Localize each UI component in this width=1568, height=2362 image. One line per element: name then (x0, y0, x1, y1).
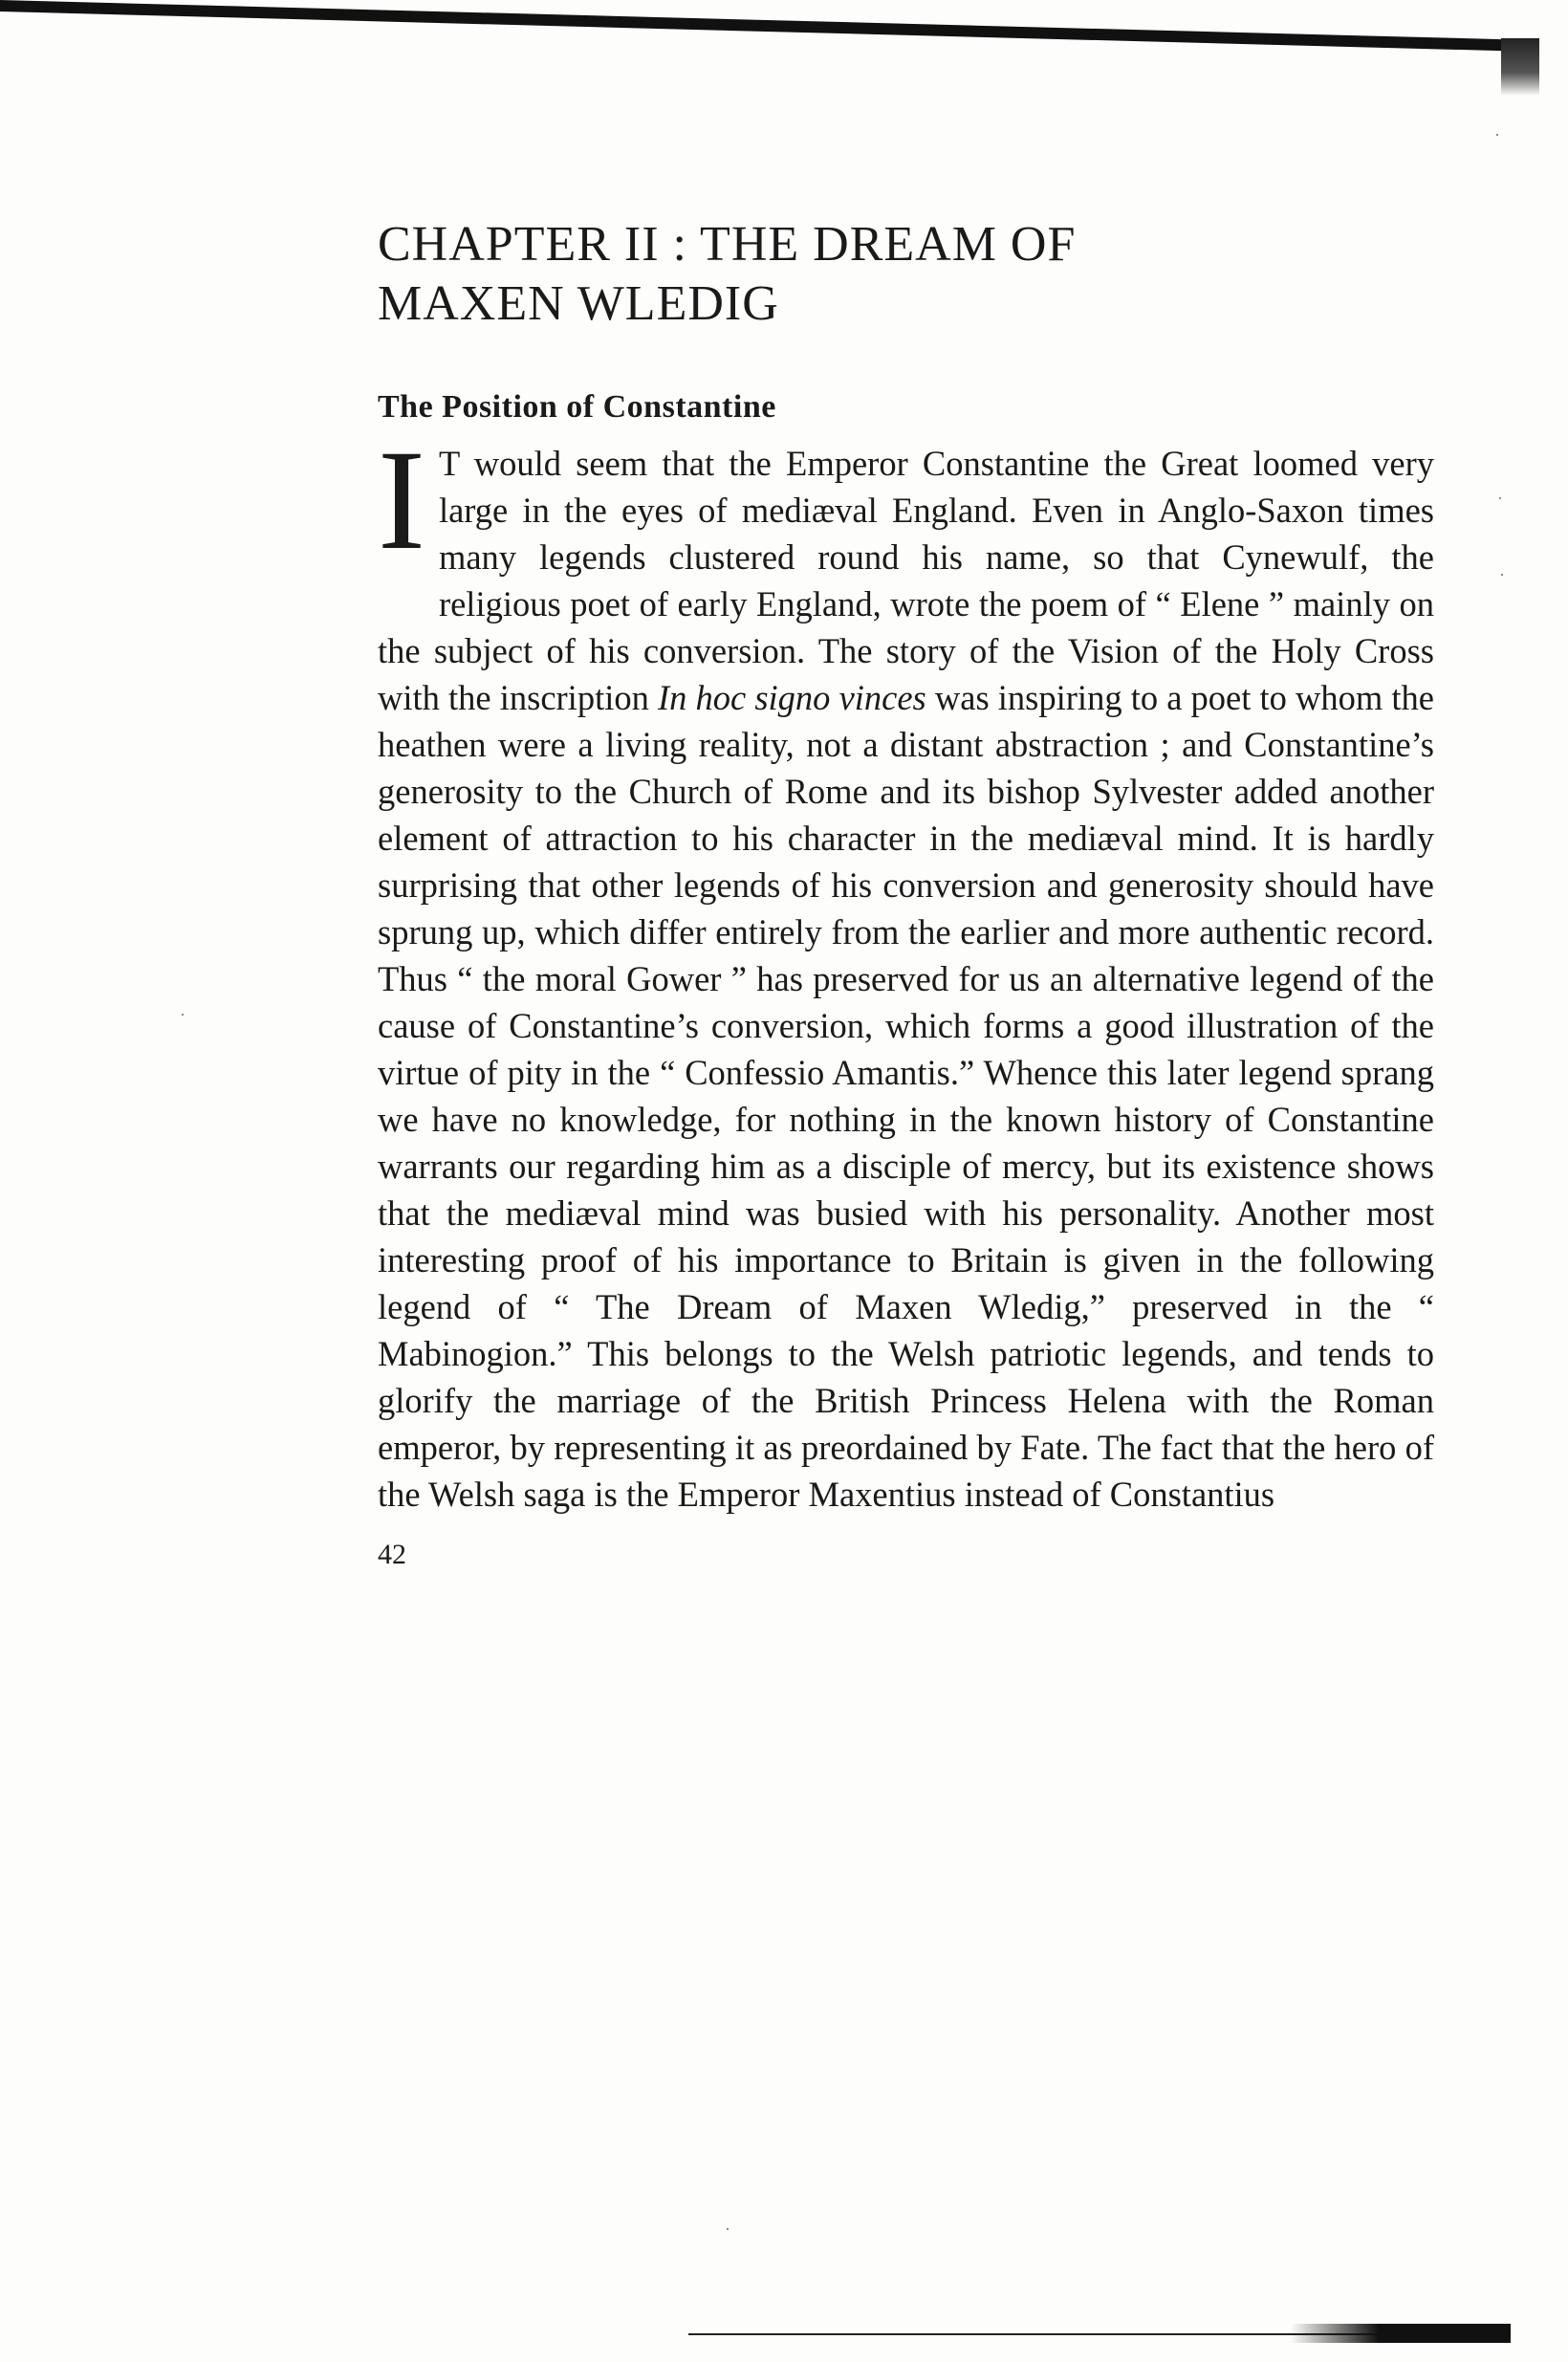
section-heading: The Position of Constantine (378, 389, 776, 425)
body-text-opening: T would seem that the Emperor Constantine the Great loomed very large in the eyes of mediæval England. Even in Anglo-Saxon times many legends clustered round his name, so that Cynewulf, the religious poet of early England, wrote the poem of “ Elene ” mainly on the subject of his conversion. The story of the Vision of the Holy Cross with the inscription (378, 444, 1434, 717)
paper-speck (727, 2228, 729, 2230)
paper-speck (1501, 574, 1503, 576)
body-paragraph (378, 421, 1434, 1518)
chapter-title: CHAPTER II : THE DREAM OF MAXEN WLEDIG (378, 217, 1077, 331)
body-text-continuation: was inspiring to a poet to whom the heathen were a living reality, not a distant abstraction ; and Constantine’s generosity to the Church of Rome and its bishop Sylvester added another element of attraction to his character in the mediæval mind. It is hardly surprising that other legends of his conversion and generosity should have sprung up, which differ entirely from the earlier and more authentic record. Thus “ the moral Gower ” has preserved for us an alternative legend of the cause of Constantine’s conversion, which forms a good illustration of the virtue of pity in the “ Confessio Amantis.” Whence this later legend sprang we have no knowledge, for nothing in the known history of Constantine warrants our regarding him as a disciple of mercy, but its existence shows that the mediæval mind was busied with his personality. Another most interesting proof of his importance to Britain is given in the following legend of “ The Dream of Maxen Wledig,” preserved in the “ Mabinogion.” This belongs to the Welsh patriotic legends, and tends to glorify the marriage of the British Princess Helena with the Roman emperor, by representing it as preordained by Fate. The fact that the hero of the Welsh saga is the Emperor Maxentius instead of Constantius (378, 678, 1434, 1514)
paper-speck (182, 1014, 184, 1016)
paper-speck (1496, 134, 1498, 136)
latin-inscription: In hoc signo vinces (657, 678, 926, 717)
page-number: 42 (378, 1539, 406, 1570)
paper-speck (1499, 497, 1501, 499)
bottom-edge-shadow (1291, 2324, 1511, 2343)
top-corner-smudge (1501, 38, 1539, 96)
top-edge-rule (0, 0, 1510, 51)
drop-cap: I (378, 421, 425, 580)
book-page (378, 215, 1434, 1571)
